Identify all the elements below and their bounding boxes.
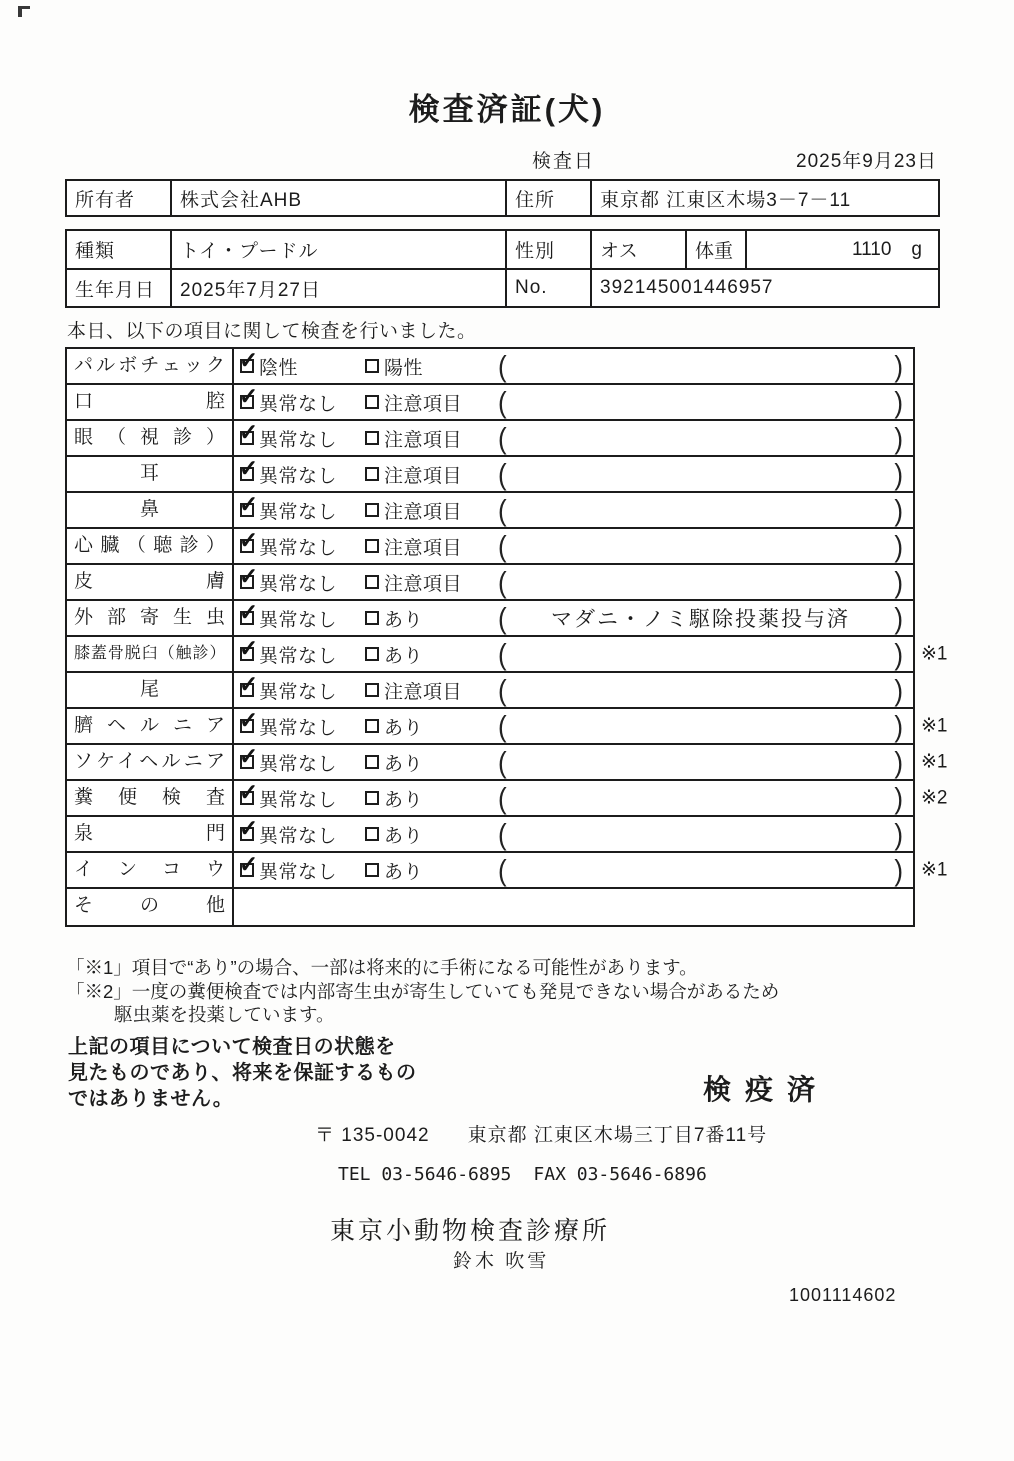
- paren-open: (: [498, 564, 507, 600]
- row-label: その他: [67, 889, 234, 925]
- checklist-row: [67, 529, 913, 565]
- checkbox-checked-icon: [239, 527, 259, 553]
- paren-open: (: [498, 672, 507, 708]
- serial-number: 1001114602: [789, 1285, 897, 1305]
- checkbox-empty-icon: [365, 647, 379, 661]
- paren-close: ): [894, 852, 903, 888]
- sex-value: オス: [592, 231, 687, 268]
- row-label: 心臓（聴診）: [67, 529, 234, 563]
- option-1-label: 異常なし: [259, 861, 338, 883]
- option-2-label: 注意項目: [384, 465, 463, 487]
- check-mark-icon: ✓: [239, 815, 259, 841]
- option-2: [365, 497, 498, 524]
- option-1-label: 異常なし: [259, 429, 338, 451]
- checkbox-empty-icon: [365, 467, 379, 481]
- option-1: [234, 743, 365, 776]
- option-2-label: 陽性: [384, 357, 424, 379]
- paren-close: ): [894, 564, 903, 600]
- checklist-row: [67, 457, 913, 493]
- birthdate-row: [67, 268, 938, 306]
- row-footnote-mark: ※1: [921, 751, 948, 773]
- paren-open: (: [498, 816, 507, 852]
- row-body: [234, 385, 913, 419]
- row-footnote-mark: ※1: [921, 643, 948, 665]
- option-2-label: 注意項目: [384, 681, 463, 703]
- option-1: [234, 779, 365, 812]
- check-mark-icon: ✓: [239, 527, 259, 553]
- option-2-label: 注意項目: [384, 537, 463, 559]
- checklist-row: [67, 743, 948, 781]
- result-parentheses: [498, 349, 913, 383]
- paren-open: (: [498, 744, 507, 780]
- option-1: [234, 599, 365, 632]
- footnote-2-line2: 駆虫薬を投薬しています。: [114, 1004, 335, 1025]
- clinic-address-line: [315, 1120, 767, 1147]
- paren-content: マダニ・ノミ駆除投薬投与済: [551, 608, 850, 631]
- checkbox-checked-icon: [239, 491, 259, 517]
- option-1-label: 陰性: [259, 357, 299, 379]
- veterinarian-name: 鈴木 吹雪: [453, 1251, 550, 1272]
- checklist-row: [67, 673, 913, 709]
- paren-open: (: [498, 636, 507, 672]
- option-2: [365, 425, 498, 452]
- paren-close: ): [894, 816, 903, 852]
- option-1: [234, 851, 365, 884]
- row-footnote-mark: ※1: [921, 859, 948, 881]
- option-2-label: あり: [384, 789, 424, 811]
- checkbox-empty-icon: [365, 359, 379, 373]
- checklist-row: [67, 349, 913, 385]
- checkbox-empty-icon: [365, 539, 379, 553]
- row-label: ソケイヘルニア: [67, 745, 234, 779]
- option-1: [234, 455, 365, 488]
- option-1-label: 異常なし: [259, 681, 338, 703]
- no-label: No.: [507, 270, 592, 306]
- row-body: [234, 709, 913, 743]
- footnote-1: 「※1」項目で“あり”の場合、一部は将来的に手術になる可能性があります。: [66, 957, 698, 978]
- checklist-row: [67, 601, 913, 637]
- birthdate-value: 2025年7月27日: [172, 270, 507, 306]
- breed-row: [67, 231, 938, 268]
- option-2: [365, 857, 498, 884]
- paren-close: ): [894, 348, 903, 384]
- paren-close: ): [894, 600, 903, 636]
- option-1: [234, 419, 365, 452]
- row-label: 眼（視診）: [67, 421, 234, 455]
- option-1: [234, 527, 365, 560]
- address-label: 住所: [507, 181, 592, 215]
- check-mark-icon: ✓: [239, 707, 259, 733]
- scan-artifact: [18, 6, 30, 17]
- row-body: [234, 421, 913, 455]
- option-2: [365, 353, 498, 380]
- check-mark-icon: ✓: [239, 779, 259, 805]
- checkbox-checked-icon: [239, 455, 259, 481]
- result-parentheses: [498, 385, 913, 419]
- paren-open: (: [498, 528, 507, 564]
- checklist-row: [67, 707, 948, 745]
- row-label: 膝蓋骨脱臼（触診）: [67, 637, 234, 671]
- clinic-address: 東京都 江東区木場三丁目7番11号: [467, 1125, 768, 1146]
- check-mark-icon: ✓: [239, 635, 259, 661]
- option-2: [365, 677, 498, 704]
- owner-row: [67, 181, 938, 215]
- row-body: [234, 673, 913, 707]
- check-mark-icon: ✓: [239, 491, 259, 517]
- option-2: [365, 713, 498, 740]
- checkbox-empty-icon: [365, 827, 379, 841]
- no-value: 392145001446957: [600, 277, 774, 298]
- paren-open: (: [498, 420, 507, 456]
- option-1: [234, 815, 365, 848]
- option-2: [365, 605, 498, 632]
- row-label: 糞便検査: [67, 781, 234, 815]
- result-parentheses: [498, 745, 913, 779]
- checkbox-empty-icon: [365, 431, 379, 445]
- option-1-label: 異常なし: [259, 393, 338, 415]
- option-1-label: 異常なし: [259, 537, 338, 559]
- check-mark-icon: ✓: [239, 563, 259, 589]
- checkbox-checked-icon: [239, 779, 259, 805]
- result-parentheses: [498, 817, 913, 851]
- row-label: 泉門: [67, 817, 234, 851]
- paren-close: ): [894, 780, 903, 816]
- paren-open: (: [498, 708, 507, 744]
- checkbox-checked-icon: [239, 347, 259, 373]
- checklist-row: [67, 889, 913, 925]
- option-1: [234, 383, 365, 416]
- option-2-label: あり: [384, 717, 424, 739]
- birthdate-label: 生年月日: [67, 270, 172, 306]
- page-title: 検査済証(犬): [408, 92, 606, 127]
- breed-label: 種類: [67, 231, 172, 268]
- row-label: インコウ: [67, 853, 234, 887]
- option-1-label: 異常なし: [259, 465, 338, 487]
- row-body: [234, 889, 913, 925]
- row-label: 鼻: [67, 493, 234, 527]
- disclaimer-line-1: 上記の項目について検査日の状態を: [68, 1036, 396, 1058]
- checklist-row: [67, 565, 913, 601]
- result-parentheses: [498, 709, 913, 743]
- option-2: [365, 785, 498, 812]
- result-parentheses: [498, 421, 913, 455]
- option-2: [365, 821, 498, 848]
- weight-value: 1110: [851, 238, 892, 260]
- check-mark-icon: ✓: [239, 851, 259, 877]
- checklist-row: [67, 779, 948, 817]
- result-parentheses: [498, 565, 913, 599]
- checklist-row: [67, 421, 913, 457]
- row-body: [234, 565, 913, 599]
- row-body: [234, 601, 913, 635]
- result-parentheses: [498, 457, 913, 491]
- checklist-table: [65, 347, 948, 927]
- check-mark-icon: ✓: [239, 383, 259, 409]
- option-2-label: 注意項目: [384, 393, 463, 415]
- option-1: [234, 635, 365, 668]
- option-2: [365, 461, 498, 488]
- checklist-row: [67, 385, 913, 421]
- option-1-label: 異常なし: [259, 789, 338, 811]
- postal-code: 〒 135-0042: [315, 1125, 430, 1146]
- checkbox-checked-icon: [239, 383, 259, 409]
- option-1: [234, 563, 365, 596]
- inspection-date-label: 検査日: [532, 151, 596, 172]
- checkbox-checked-icon: [239, 419, 259, 445]
- option-2: [365, 641, 498, 668]
- row-label: 口腔: [67, 385, 234, 419]
- footnotes: [66, 956, 779, 1027]
- weight-value-cell: [747, 231, 938, 268]
- option-1-label: 異常なし: [259, 645, 338, 667]
- row-body: [234, 529, 913, 563]
- option-2-label: 注意項目: [384, 429, 463, 451]
- intro-text: 本日、以下の項目に関して検査を行いました。: [67, 321, 477, 342]
- owner-label: 所有者: [67, 181, 172, 215]
- paren-close: ): [894, 492, 903, 528]
- checkbox-checked-icon: [239, 563, 259, 589]
- option-1: [234, 347, 365, 380]
- check-mark-icon: ✓: [239, 599, 259, 625]
- option-2-label: あり: [384, 609, 424, 631]
- paren-close: ): [894, 708, 903, 744]
- row-label: 尾: [67, 673, 234, 707]
- result-parentheses: [498, 493, 913, 527]
- paren-close: ): [894, 744, 903, 780]
- checklist-row: [67, 635, 948, 673]
- result-parentheses: [498, 637, 913, 671]
- paren-close: ): [894, 384, 903, 420]
- paren-open: (: [498, 780, 507, 816]
- paren-open: (: [498, 348, 507, 384]
- checkbox-checked-icon: [239, 743, 259, 769]
- checkbox-checked-icon: [239, 635, 259, 661]
- checklist-row: [67, 817, 913, 853]
- row-footnote-mark: ※2: [921, 787, 948, 809]
- checkbox-checked-icon: [239, 851, 259, 877]
- checklist-row: [67, 493, 913, 529]
- contact-line: [338, 1164, 707, 1185]
- paren-close: ): [894, 420, 903, 456]
- paren-open: (: [498, 492, 507, 528]
- row-footnote-mark: ※1: [921, 715, 948, 737]
- checkbox-checked-icon: [239, 599, 259, 625]
- check-mark-icon: ✓: [239, 347, 259, 373]
- weight-unit: g: [911, 238, 922, 260]
- result-parentheses: [498, 529, 913, 563]
- inspection-date-row: [505, 146, 937, 173]
- row-body: [234, 493, 913, 527]
- checklist-row: [67, 851, 948, 889]
- checkbox-empty-icon: [365, 575, 379, 589]
- result-parentheses: [498, 781, 913, 815]
- option-2: [365, 533, 498, 560]
- row-label: 耳: [67, 457, 234, 491]
- row-body: [234, 781, 913, 815]
- owner-value: 株式会社AHB: [172, 181, 507, 215]
- row-label: 臍ヘルニア: [67, 709, 234, 743]
- weight-label: 体重: [687, 231, 747, 268]
- checkbox-empty-icon: [365, 611, 379, 625]
- option-1-label: 異常なし: [259, 825, 338, 847]
- checkbox-checked-icon: [239, 707, 259, 733]
- checkbox-empty-icon: [365, 755, 379, 769]
- option-2: [365, 569, 498, 596]
- sex-label: 性別: [507, 231, 592, 268]
- row-body: [234, 853, 913, 887]
- result-parentheses: [498, 673, 913, 707]
- option-2-label: あり: [384, 753, 424, 775]
- breed-value: トイ・プードル: [172, 231, 507, 268]
- check-mark-icon: ✓: [239, 419, 259, 445]
- row-label: パルボチェック: [67, 349, 234, 383]
- owner-info-table: [65, 179, 940, 217]
- option-2-label: あり: [384, 825, 424, 847]
- check-mark-icon: ✓: [239, 455, 259, 481]
- option-1-label: 異常なし: [259, 609, 338, 631]
- option-1-label: 異常なし: [259, 501, 338, 523]
- quarantine-stamp: 検疫済: [703, 1074, 830, 1105]
- option-1-label: 異常なし: [259, 717, 338, 739]
- paren-open: (: [498, 456, 507, 492]
- result-parentheses: [498, 601, 913, 635]
- result-parentheses: [498, 853, 913, 887]
- option-2-label: 注意項目: [384, 501, 463, 523]
- option-2-label: あり: [384, 645, 424, 667]
- paren-close: ): [894, 528, 903, 564]
- option-2: [365, 749, 498, 776]
- row-body: [234, 637, 913, 671]
- row-label: 外部寄生虫: [67, 601, 234, 635]
- paren-close: ): [894, 672, 903, 708]
- option-1-label: 異常なし: [259, 753, 338, 775]
- row-body: [234, 745, 913, 779]
- checkbox-empty-icon: [365, 395, 379, 409]
- checkbox-checked-icon: [239, 671, 259, 697]
- checkbox-empty-icon: [365, 863, 379, 877]
- checkbox-empty-icon: [365, 719, 379, 733]
- row-label: 皮膚: [67, 565, 234, 599]
- option-1: [234, 491, 365, 524]
- option-2: [365, 389, 498, 416]
- disclaimer-line-3: ではありません。: [68, 1088, 234, 1110]
- address-value: 東京都 江東区木場3－7－11: [600, 189, 852, 211]
- clinic-name: 東京小動物検査診療所: [330, 1217, 611, 1245]
- paren-close: ): [894, 456, 903, 492]
- row-body: [234, 817, 913, 851]
- paren-open: (: [498, 384, 507, 420]
- check-mark-icon: ✓: [239, 743, 259, 769]
- paren-open: (: [498, 600, 507, 636]
- inspection-date-value: 2025年9月23日: [796, 151, 937, 172]
- check-mark-icon: ✓: [239, 671, 259, 697]
- option-2-label: あり: [384, 861, 424, 883]
- checkbox-checked-icon: [239, 815, 259, 841]
- paren-open: (: [498, 852, 507, 888]
- checkbox-empty-icon: [365, 503, 379, 517]
- disclaimer-line-2: 見たものであり、将来を保証するもの: [68, 1062, 417, 1084]
- tel-number: TEL 03-5646-6895: [338, 1164, 512, 1185]
- fax-number: FAX 03-5646-6896: [533, 1164, 707, 1185]
- option-1: [234, 707, 365, 740]
- option-1-label: 異常なし: [259, 573, 338, 595]
- checkbox-empty-icon: [365, 791, 379, 805]
- option-1: [234, 671, 365, 704]
- animal-info-table: [65, 229, 940, 308]
- disclaimer-text: [68, 1034, 417, 1112]
- paren-close: ): [894, 636, 903, 672]
- option-2-label: 注意項目: [384, 573, 463, 595]
- row-body: [234, 349, 913, 383]
- checkbox-empty-icon: [365, 683, 379, 697]
- footnote-2-line1: 「※2」一度の糞便検査では内部寄生虫が寄生していても発見できない場合があるため: [66, 980, 780, 1002]
- row-body: [234, 457, 913, 491]
